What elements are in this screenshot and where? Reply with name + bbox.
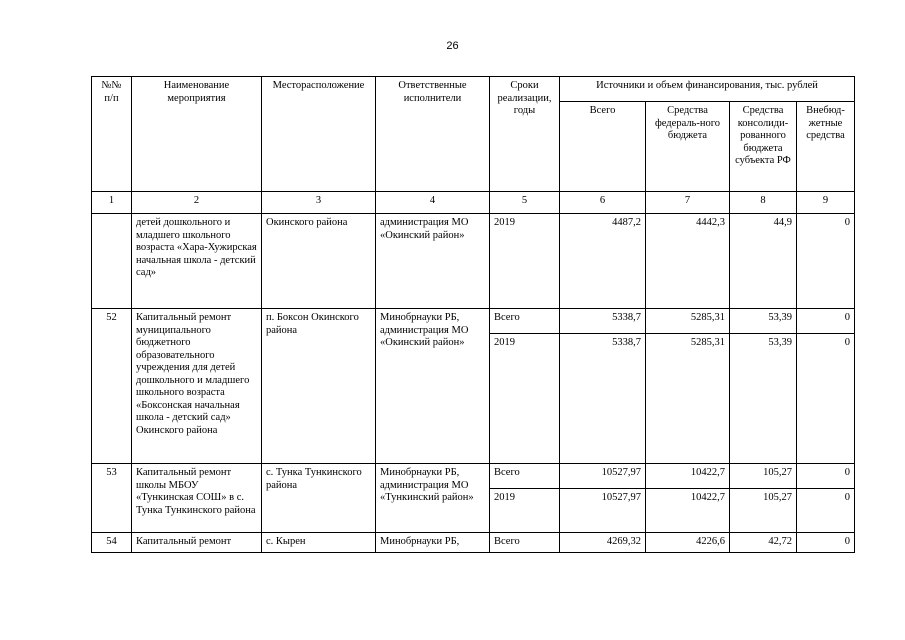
header-offbudget: Внебюд-жетные средства: [797, 102, 855, 192]
amount-regional: 42,72: [730, 533, 797, 553]
amount-offbudget: 0: [797, 334, 855, 464]
amount-total: 10527,97: [560, 489, 646, 533]
amount-regional: 105,27: [730, 489, 797, 533]
amount-total: 10527,97: [560, 464, 646, 489]
period: Всего: [490, 464, 560, 489]
column-number: 5: [490, 192, 560, 214]
column-number: 3: [262, 192, 376, 214]
amount-offbudget: 0: [797, 214, 855, 309]
location: п. Боксон Окинского района: [262, 309, 376, 464]
amount-total: 4269,32: [560, 533, 646, 553]
amount-federal: 10422,7: [646, 464, 730, 489]
amount-federal: 4442,3: [646, 214, 730, 309]
column-number-row: [92, 192, 855, 214]
amount-total: 5338,7: [560, 334, 646, 464]
amount-total: 4487,2: [560, 214, 646, 309]
header-funding: Источники и объем финансирования, тыс. рублей: [560, 77, 855, 102]
executors: администрация МО «Окинский район»: [376, 214, 490, 309]
table-row: [92, 214, 855, 309]
table-row: [92, 464, 855, 489]
amount-offbudget: 0: [797, 309, 855, 334]
header-federal: Средства федераль-ного бюджета: [646, 102, 730, 192]
amount-offbudget: 0: [797, 533, 855, 553]
period: 2019: [490, 334, 560, 464]
amount-regional: 53,39: [730, 334, 797, 464]
header-location: Месторасположение: [262, 77, 376, 192]
location: с. Кырен: [262, 533, 376, 553]
row-number: 52: [92, 309, 132, 464]
period: Всего: [490, 309, 560, 334]
amount-offbudget: 0: [797, 464, 855, 489]
measure-name: Капитальный ремонт: [132, 533, 262, 553]
amount-federal: 10422,7: [646, 489, 730, 533]
amount-offbudget: 0: [797, 489, 855, 533]
period: Всего: [490, 533, 560, 553]
page-number: 26: [446, 40, 459, 52]
amount-regional: 105,27: [730, 464, 797, 489]
amount-total: 5338,7: [560, 309, 646, 334]
location: Окинского района: [262, 214, 376, 309]
table-row: [92, 309, 855, 334]
location: с. Тунка Тункинского района: [262, 464, 376, 533]
table-body: [92, 192, 855, 553]
column-number: 1: [92, 192, 132, 214]
measure-name: детей дошкольного и младшего школьного возраста «Хара-Хужирская начальная школа - детский сад»: [132, 214, 262, 309]
period: 2019: [490, 489, 560, 533]
amount-regional: 44,9: [730, 214, 797, 309]
column-number: 2: [132, 192, 262, 214]
row-number: 53: [92, 464, 132, 533]
measure-name: Капитальный ремонт муниципального бюджетного образовательного учреждения для детей дошкольного и младшего школьного возраста «Боксонская начальная школа - детский сад» Окинского района: [132, 309, 262, 464]
header-regional: Средства консолиди-рованного бюджета субъекта РФ: [730, 102, 797, 192]
executors: Минобрнауки РБ,: [376, 533, 490, 553]
header-name: Наименование мероприятия: [132, 77, 262, 192]
period: 2019: [490, 214, 560, 309]
column-number: 7: [646, 192, 730, 214]
executors: Минобрнауки РБ, администрация МО «Тункинский район»: [376, 464, 490, 533]
column-number: 8: [730, 192, 797, 214]
row-number: 54: [92, 533, 132, 553]
column-number: 6: [560, 192, 646, 214]
header-number: №№ п/п: [92, 77, 132, 192]
amount-regional: 53,39: [730, 309, 797, 334]
table-row: [92, 533, 855, 553]
funding-table: [91, 76, 855, 553]
executors: Минобрнауки РБ, администрация МО «Окинский район»: [376, 309, 490, 464]
column-number: 9: [797, 192, 855, 214]
header-executors: Ответственные исполнители: [376, 77, 490, 192]
amount-federal: 4226,6: [646, 533, 730, 553]
amount-federal: 5285,31: [646, 334, 730, 464]
column-number: 4: [376, 192, 490, 214]
header-years: Сроки реализации, годы: [490, 77, 560, 192]
amount-federal: 5285,31: [646, 309, 730, 334]
row-number: [92, 214, 132, 309]
header-total: Всего: [560, 102, 646, 192]
measure-name: Капитальный ремонт школы МБОУ «Тункинская СОШ» в с. Тунка Тункинского района: [132, 464, 262, 533]
